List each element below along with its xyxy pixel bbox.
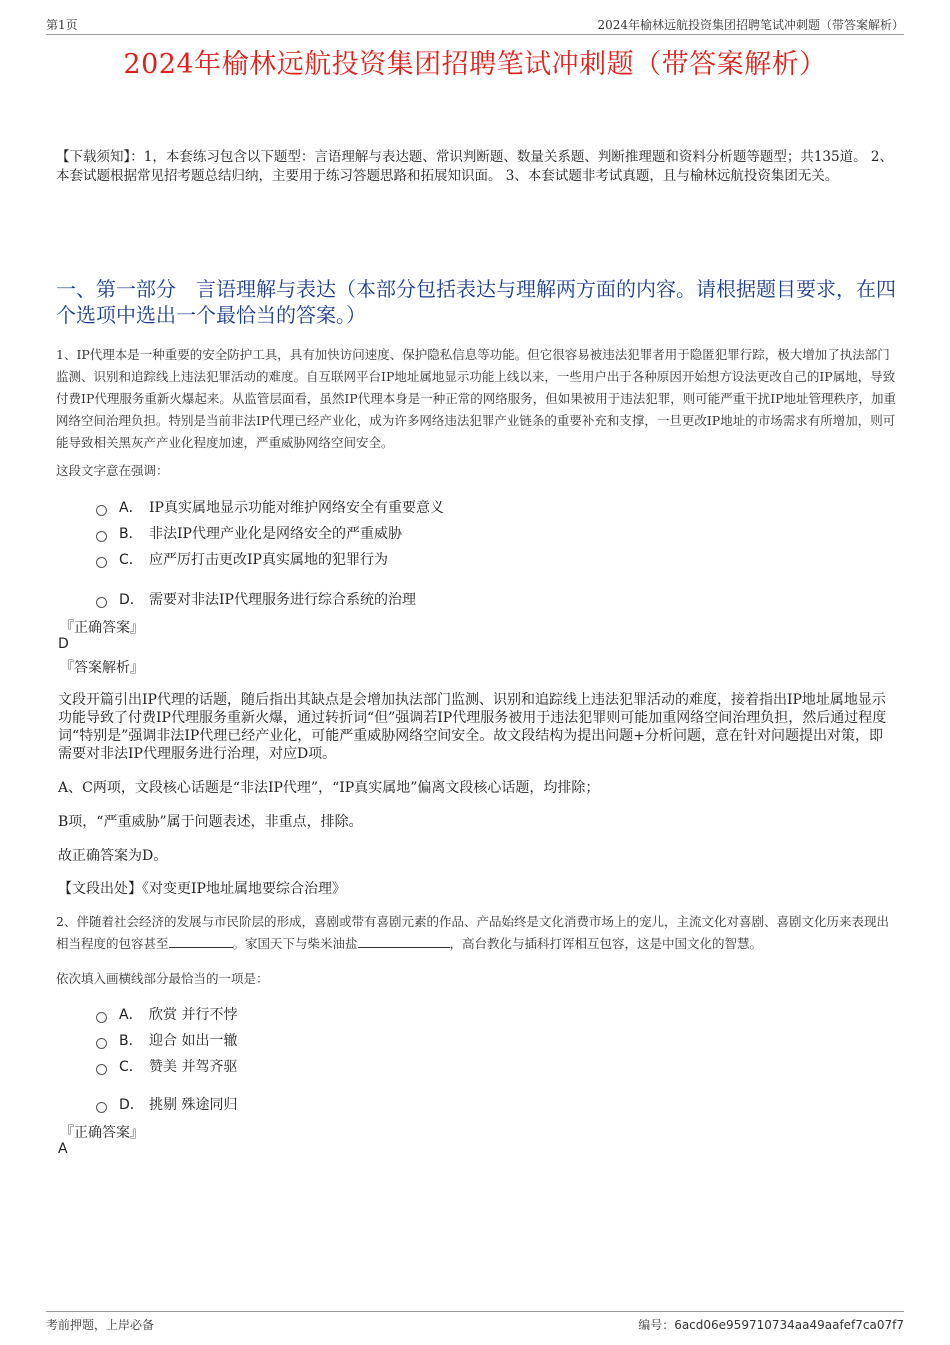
header-doc-title: 2024年榆林远航投资集团招聘笔试冲刺题（带答案解析） [597, 18, 904, 32]
analysis-paragraph: A、C两项，文段核心话题是“非法IP代理”，“IP真实属地”偏离文段核心话题，均排除； [58, 780, 600, 796]
download-notice: 【下载须知】：1，本套练习包含以下题型：言语理解与表达题、常识判断题、数量关系题、判断推理题和资料分析题等题型；共135道。 2、本套试题根据常见招考题总结归纳，主要用于练习答题思路和拓展知识面。 3、本套试题非考试真题，且与榆林远航投资集团无关。 [56, 149, 893, 184]
radio-icon[interactable] [96, 505, 107, 516]
analysis-paragraph: 文段开篇引出IP代理的话题，随后指出其缺点是会增加执法部门监测、识别和追踪线上违法犯罪活动的难度，接着指出IP地址属地显示功能导致了付费IP代理服务重新火爆，通过转折词“但”强调若IP代理服务被用于违法犯罪则可能加重网络空间治理负担，然后通过程度词“特别是”强调非法IP代理已经产业化，可能严重威胁网络空间安全。故文段结构为提出问题+分析问题，意在针对问题提出对策，即需要对非法IP代理服务进行治理，对应D项。 [58, 692, 887, 762]
question-2-option-c[interactable]: C． 赞美 并驾齐驱 [96, 1056, 237, 1076]
question-1-text: 1、IP代理本是一种重要的安全防护工具，具有加快访问速度、保护隐私信息等功能。但它很容易被违法犯罪者用于隐匿犯罪行踪，极大增加了执法部门监测、识别和追踪线上违法犯罪活动的难度。自互联网平台IP地址属地显示功能上线以来，一些用户出于各种原因开始想方设法更改自己的IP属地，导致付费IP代理服务重新火爆起来。从监管层面看，虽然IP代理本身是一种正常的网络服务，但如果被用于违法犯罪，则可能严重干扰IP地址管理秩序，加重网络空间治理负担。特别是当前非法IP代理已经产业化，成为许多网络违法犯罪产业链条的重要补充和支撑，一旦更改IP地址的市场需求有所增加，则可能导致相关黑灰产产业化程度加速，严重威胁网络空间安全。 [56, 347, 897, 450]
option-text: 迎合 如出一辙 [149, 1033, 238, 1049]
question-2-text: 2、伴随着社会经济的发展与市民阶层的形成，喜剧或带有喜剧元素的作品、产品始终是文化消费市场上的宠儿，主流文化对喜剧、喜剧文化历来表现出相当程度的包容甚至 。家国天下与柴米油盐 ，高台教化与插科打诨相互包容，这是中国文化的智慧。 [56, 914, 889, 951]
question-2-prompt: 依次填入画横线部分最恰当的一项是： [56, 971, 269, 986]
question-1-option-b[interactable]: B． 非法IP代理产业化是网络安全的严重威胁 [96, 523, 402, 543]
radio-icon[interactable] [96, 1064, 107, 1075]
page-header [46, 14, 904, 35]
fill-blank[interactable] [169, 934, 233, 948]
radio-icon[interactable] [96, 1102, 107, 1113]
section-title: 一、第一部分 言语理解与表达（本部分包括表达与理解两方面的内容。请根据题目要求，在四个选项中选出一个最恰当的答案。） [56, 277, 896, 327]
radio-icon[interactable] [96, 557, 107, 568]
option-text: 挑剔 殊途同归 [149, 1097, 238, 1113]
footer-serial: 编号：6acd06e959710734aa49aafef7ca07f7 [638, 1318, 904, 1332]
radio-icon[interactable] [96, 1012, 107, 1023]
answer-value: D [58, 636, 69, 652]
radio-icon[interactable] [96, 531, 107, 542]
document-title: 2024年榆林远航投资集团招聘笔试冲刺题（带答案解析） [123, 49, 827, 80]
analysis-paragraph: B项，“严重威胁”属于问题表述，非重点，排除。 [58, 814, 363, 830]
option-text: 应严厉打击更改IP真实属地的犯罪行为 [149, 552, 388, 568]
radio-icon[interactable] [96, 597, 107, 608]
analysis-paragraph: 故正确答案为D。 [58, 848, 168, 864]
fill-blank[interactable] [358, 934, 450, 948]
question-1-option-d[interactable]: D． 需要对非法IP代理服务进行综合系统的治理 [96, 589, 416, 609]
option-text: 非法IP代理产业化是网络安全的严重威胁 [149, 526, 402, 542]
analysis-label: 『答案解析』 [60, 660, 144, 676]
footer-slogan: 考前押题，上岸必备 [46, 1318, 155, 1332]
question-1-option-c[interactable]: C． 应严厉打击更改IP真实属地的犯罪行为 [96, 549, 388, 569]
radio-icon[interactable] [96, 1038, 107, 1049]
answer-label: 『正确答案』 [60, 1125, 144, 1141]
page-footer [46, 1311, 904, 1334]
option-text: 赞美 并驾齐驱 [149, 1059, 238, 1075]
option-text: 需要对非法IP代理服务进行综合系统的治理 [149, 592, 416, 608]
question-1-option-a[interactable]: A． IP真实属地显示功能对维护网络安全有重要意义 [96, 497, 444, 517]
option-text: 欣赏 并行不悖 [149, 1007, 238, 1023]
option-text: IP真实属地显示功能对维护网络安全有重要意义 [149, 500, 444, 516]
question-2-option-b[interactable]: B． 迎合 如出一辙 [96, 1030, 237, 1050]
answer-label: 『正确答案』 [60, 620, 144, 636]
question-2-option-a[interactable]: A． 欣赏 并行不悖 [96, 1004, 237, 1024]
answer-value: A [58, 1141, 68, 1157]
question-2-option-d[interactable]: D． 挑剔 殊途同归 [96, 1094, 237, 1114]
source-citation: 【文段出处】《对变更IP地址属地要综合治理》 [58, 881, 346, 897]
page-number: 第1页 [46, 18, 78, 32]
question-1-prompt: 这段文字意在强调： [56, 463, 169, 478]
